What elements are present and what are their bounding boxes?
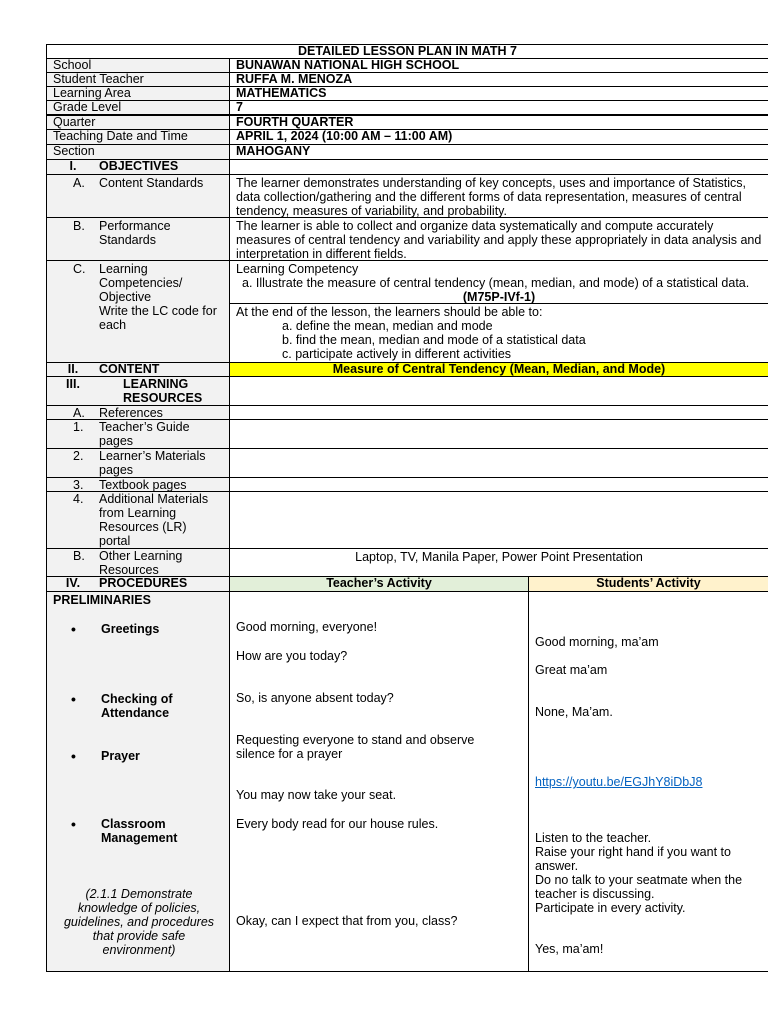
lesson-objectives-intro: At the end of the lesson, the learners should be able to: [236, 305, 543, 319]
teachers-guide-label: Teacher’s Guide pages [99, 420, 190, 448]
quarter-value: FOURTH QUARTER [229, 115, 768, 130]
bullet-greetings [71, 621, 230, 637]
teacher-take-seat: You may now take your seat. [236, 788, 397, 802]
additional-materials-label: Additional Materials from Learning Resources (LR) portal [99, 492, 209, 548]
bullet-dot: • [71, 816, 76, 832]
learning-resources-number: III. [66, 377, 80, 391]
textbook-pages-number: 3. [73, 478, 84, 492]
references-label: References [99, 406, 163, 420]
lesson-objective-c: c. participate actively in different activities [282, 347, 512, 361]
students-activity-cell [528, 591, 768, 972]
learning-area-value: MATHEMATICS [229, 86, 768, 101]
objectives-heading [46, 159, 230, 175]
students-house-rules: Listen to the teacher. Raise your right hand if you want to answer. Do no talk to your seatmate when the teacher is discussing. Participate in every activity. [535, 831, 743, 915]
student-teacher-label: Student Teacher [46, 72, 230, 87]
learning-area-label: Learning Area [46, 86, 230, 101]
teacher-attendance: So, is anyone absent today? [236, 691, 394, 705]
learning-competency-heading: Learning Competency [236, 262, 359, 276]
textbook-pages-label-cell [46, 477, 230, 492]
bullet-dot: • [71, 748, 76, 764]
prayer-video-link[interactable]: https://youtu.be/EGJhY8iDbJ8 [535, 775, 703, 789]
teachers-activity-header: Teacher’s Activity [229, 576, 529, 592]
objectives-title: OBJECTIVES [99, 159, 179, 173]
procedures-title: PROCEDURES [99, 576, 188, 590]
learners-materials-label-cell [46, 448, 230, 478]
competency-note: (2.1.1 Demonstrate knowledge of policies, guidelines, and procedures that provide safe environment) [63, 887, 215, 957]
content-heading [46, 362, 230, 377]
attendance-label: Checking of Attendance [101, 692, 173, 720]
lesson-objective-b: b. find the mean, median and mode of a statistical data [282, 333, 586, 347]
content-standards-text: The learner demonstrates understanding of key concepts, uses and importance of Statistics, data collection/gathering and the different forms of data representation, measures of central tendency, measures of variability, and probability. [229, 174, 768, 218]
additional-materials-value [229, 491, 768, 549]
performance-standards-label: Performance Standards [99, 219, 171, 247]
lesson-objectives-cell [229, 303, 768, 363]
teachers-guide-label-cell [46, 419, 230, 449]
procedures-heading [46, 576, 230, 592]
references-label-cell [46, 405, 230, 420]
performance-standards-label-cell [46, 217, 230, 261]
students-activity-header: Students’ Activity [528, 576, 768, 592]
students-absent-reply: None, Ma’am. [535, 705, 613, 719]
learners-materials-value [229, 448, 768, 478]
objectives-blank [229, 159, 768, 175]
teachers-guide-number: 1. [73, 420, 84, 434]
section-value: MAHOGANY [229, 144, 768, 160]
learners-materials-label: Learner’s Materials pages [99, 449, 206, 477]
other-resources-value: Laptop, TV, Manila Paper, Power Point Presentation [229, 548, 768, 577]
performance-standards-letter: B. [73, 219, 85, 233]
learning-resources-heading [46, 376, 230, 406]
grade-level-label: Grade Level [46, 100, 230, 115]
lesson-objective-a: a. define the mean, median and mode [282, 319, 493, 333]
school-label: School [46, 58, 230, 73]
preliminaries-cell [46, 591, 230, 972]
learning-competency-item: a. Illustrate the measure of central tendency (mean, median, and mode) of a statistical data. [242, 276, 750, 290]
textbook-pages-value [229, 477, 768, 492]
other-resources-label-cell [46, 548, 230, 577]
other-resources-label: Other Learning Resources [99, 549, 183, 577]
learning-resources-blank [229, 376, 768, 406]
learning-competencies-label-cell [46, 260, 230, 363]
content-topic: Measure of Central Tendency (Mean, Median, and Mode) [229, 362, 768, 377]
content-standards-label-cell [46, 174, 230, 218]
teacher-greeting: Good morning, everyone! [236, 620, 378, 634]
learning-competency-cell [229, 260, 768, 304]
bullet-dot: • [71, 691, 76, 707]
learning-competencies-label: Learning Competencies/ Objective Write the LC code for each [99, 262, 217, 332]
references-letter: A. [73, 406, 85, 420]
teacher-house-rules: Every body read for our house rules. [236, 817, 439, 831]
preliminaries-label: PRELIMINARIES [53, 593, 151, 607]
performance-standards-text: The learner is able to collect and organize data systematically and compute accurately measures of central tendency and variability and apply these appropriately in data analysis and interpretation in different fields. [229, 217, 768, 261]
teaching-date-value: APRIL 1, 2024 (10:00 AM – 11:00 AM) [229, 129, 768, 145]
teachers-guide-value [229, 419, 768, 449]
learning-resources-title: LEARNING RESOURCES [123, 377, 203, 405]
teacher-expectation: Okay, can I expect that from you, class? [236, 914, 458, 928]
content-standards-letter: A. [73, 176, 85, 190]
references-value [229, 405, 768, 420]
bullet-attendance [71, 691, 230, 720]
bullet-classroom-management [71, 816, 230, 845]
classroom-management-label: Classroom Management [101, 817, 178, 845]
bullet-dot: • [71, 621, 76, 637]
grade-level-value: 7 [229, 100, 768, 115]
content-number: II. [67, 362, 79, 376]
learners-materials-number: 2. [73, 449, 84, 463]
teacher-activity-cell [229, 591, 529, 972]
document-title: DETAILED LESSON PLAN IN MATH 7 [46, 44, 768, 59]
content-title: CONTENT [99, 362, 160, 376]
learning-competencies-letter: C. [73, 262, 86, 276]
section-label: Section [46, 144, 230, 160]
textbook-pages-label: Textbook pages [99, 478, 187, 492]
additional-materials-label-cell [46, 491, 230, 549]
learning-competency-code: (M75P-IVf-1) [462, 290, 536, 304]
greetings-label: Greetings [101, 622, 160, 636]
student-teacher-value: RUFFA M. MENOZA [229, 72, 768, 87]
objectives-number: I. [69, 159, 77, 173]
teacher-prayer: Requesting everyone to stand and observe silence for a prayer [236, 733, 475, 761]
school-value: BUNAWAN NATIONAL HIGH SCHOOL [229, 58, 768, 73]
prayer-video-link-wrap [535, 761, 702, 789]
students-feeling: Great ma’am [535, 663, 608, 677]
content-standards-label: Content Standards [99, 176, 204, 190]
bullet-prayer [71, 748, 230, 764]
quarter-label: Quarter [46, 115, 230, 130]
prayer-label: Prayer [101, 749, 140, 763]
teaching-date-label: Teaching Date and Time [46, 129, 230, 145]
other-resources-letter: B. [73, 549, 85, 563]
students-yes: Yes, ma’am! [535, 942, 604, 956]
teacher-how-are-you: How are you today? [236, 649, 348, 663]
procedures-number: IV. [65, 576, 81, 590]
students-greeting: Good morning, ma’am [535, 635, 659, 649]
additional-materials-number: 4. [73, 492, 84, 506]
